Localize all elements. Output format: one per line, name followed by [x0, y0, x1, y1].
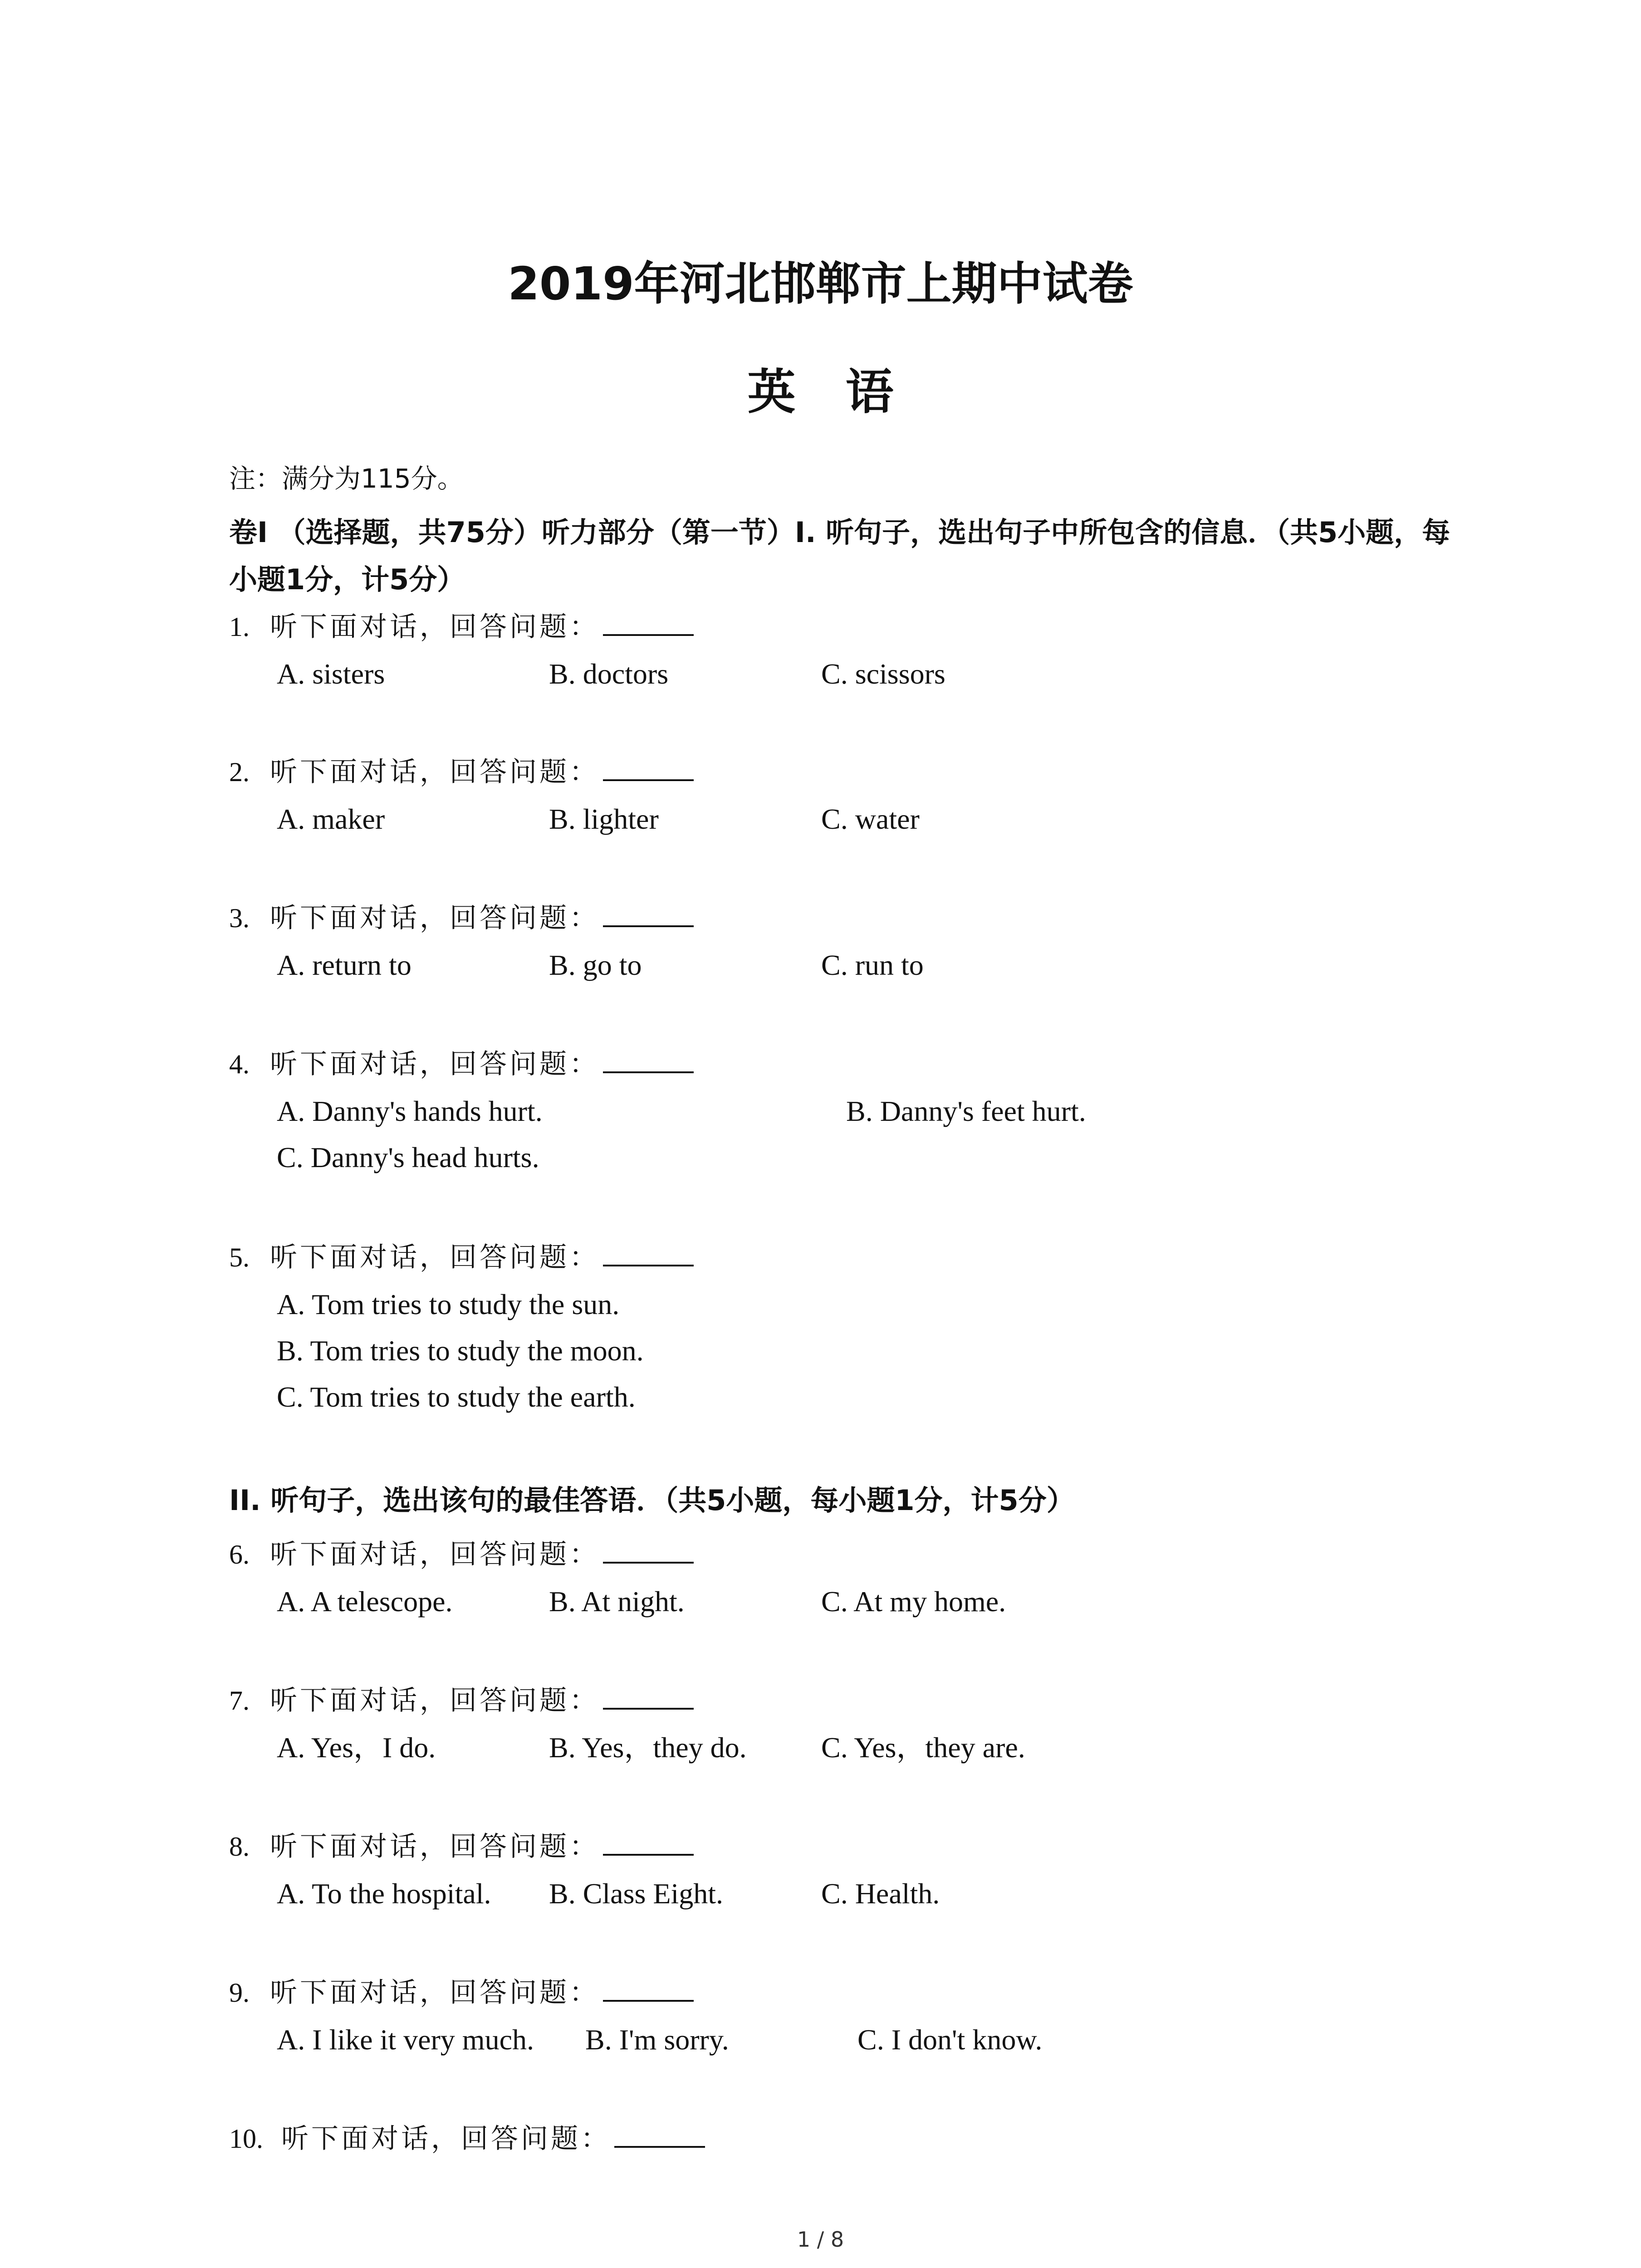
- question-1: [229, 603, 1454, 698]
- question-4: [229, 1041, 1454, 1180]
- question-prompt: 听下面对话，回答问题：: [270, 756, 599, 788]
- option-b[interactable]: B. Yes，they do.: [549, 1731, 747, 1764]
- option-b[interactable]: B. I'm sorry.: [585, 2024, 729, 2056]
- option-a[interactable]: A. Danny's hands hurt.: [277, 1095, 543, 1127]
- option-b[interactable]: B. lighter: [549, 803, 659, 835]
- question-6: [229, 1531, 1454, 1625]
- option-b[interactable]: B. At night.: [549, 1585, 685, 1618]
- question-2: [229, 748, 1454, 843]
- question-8: [229, 1823, 1454, 1917]
- answer-blank[interactable]: [603, 752, 694, 781]
- question-number: 10.: [229, 2124, 263, 2154]
- option-c[interactable]: C. scissors: [821, 658, 945, 690]
- option-a[interactable]: A. sisters: [277, 658, 385, 690]
- page-number: 1 / 8: [797, 2227, 844, 2252]
- question-number: 3.: [229, 903, 250, 933]
- subject-title: 英语: [747, 364, 944, 420]
- question-prompt: 听下面对话，回答问题：: [270, 1539, 599, 1570]
- answer-blank[interactable]: [603, 1237, 694, 1266]
- question-10: [229, 2115, 1454, 2162]
- answer-blank[interactable]: [603, 1044, 694, 1073]
- question-prompt: 听下面对话，回答问题：: [270, 1977, 599, 2009]
- question-number: 7.: [229, 1686, 250, 1716]
- question-number: 2.: [229, 757, 250, 787]
- option-a[interactable]: A. I like it very much.: [277, 2024, 534, 2056]
- question-5: [229, 1234, 1454, 1420]
- question-number: 9.: [229, 1978, 250, 2008]
- score-note: 注：满分为115分。: [229, 463, 464, 494]
- answer-blank[interactable]: [603, 1535, 694, 1564]
- option-c[interactable]: C. Tom tries to study the earth.: [277, 1381, 636, 1413]
- answer-blank[interactable]: [603, 1681, 694, 1710]
- option-c[interactable]: C. Danny's head hurts.: [277, 1141, 539, 1173]
- option-c[interactable]: C. I don't know.: [857, 2024, 1043, 2056]
- section-1-heading: 卷I （选择题，共75分）听力部分（第一节）I. 听句子，选出句子中所包含的信息．（共5小题，每小题1分，计5分）: [229, 516, 1450, 596]
- option-a[interactable]: A. Tom tries to study the sun.: [277, 1288, 620, 1320]
- question-number: 5.: [229, 1242, 250, 1272]
- option-c[interactable]: C. water: [821, 803, 920, 835]
- question-number: 8.: [229, 1832, 250, 1862]
- option-b[interactable]: B. go to: [549, 949, 642, 981]
- option-b[interactable]: B. Class Eight.: [549, 1877, 724, 1910]
- answer-blank[interactable]: [603, 1827, 694, 1856]
- option-c[interactable]: C. Health.: [821, 1877, 940, 1910]
- option-c[interactable]: C. run to: [821, 949, 924, 981]
- question-prompt: 听下面对话，回答问题：: [270, 1685, 599, 1716]
- question-prompt: 听下面对话，回答问题：: [281, 2123, 611, 2155]
- answer-blank[interactable]: [603, 607, 694, 636]
- question-prompt: 听下面对话，回答问题：: [270, 1242, 599, 1273]
- option-b[interactable]: B. doctors: [549, 658, 669, 690]
- question-3: [229, 894, 1454, 989]
- option-a[interactable]: A. return to: [277, 949, 411, 981]
- question-prompt: 听下面对话，回答问题：: [270, 1048, 599, 1080]
- question-number: 1.: [229, 612, 250, 642]
- section-2-heading: II. 听句子，选出该句的最佳答语．（共5小题，每小题1分，计5分）: [229, 1484, 1075, 1517]
- answer-blank[interactable]: [614, 2119, 705, 2148]
- exam-title: 2019年河北邯郸市上期中试卷: [508, 257, 1133, 310]
- option-c[interactable]: C. Yes，they are.: [821, 1731, 1025, 1764]
- option-a[interactable]: A. Yes，I do.: [277, 1731, 436, 1764]
- option-b[interactable]: B. Tom tries to study the moon.: [277, 1334, 644, 1367]
- question-number: 6.: [229, 1540, 250, 1569]
- answer-blank[interactable]: [603, 1973, 694, 2002]
- question-7: [229, 1677, 1454, 1771]
- option-a[interactable]: A. To the hospital.: [277, 1877, 491, 1910]
- option-a[interactable]: A. maker: [277, 803, 385, 835]
- option-c[interactable]: C. At my home.: [821, 1585, 1006, 1618]
- option-b[interactable]: B. Danny's feet hurt.: [846, 1095, 1086, 1127]
- question-prompt: 听下面对话，回答问题：: [270, 1831, 599, 1862]
- answer-blank[interactable]: [603, 898, 694, 927]
- option-a[interactable]: A. A telescope.: [277, 1585, 453, 1618]
- question-9: [229, 1969, 1454, 2063]
- question-prompt: 听下面对话，回答问题：: [270, 611, 599, 643]
- question-prompt: 听下面对话，回答问题：: [270, 902, 599, 934]
- question-number: 4.: [229, 1049, 250, 1079]
